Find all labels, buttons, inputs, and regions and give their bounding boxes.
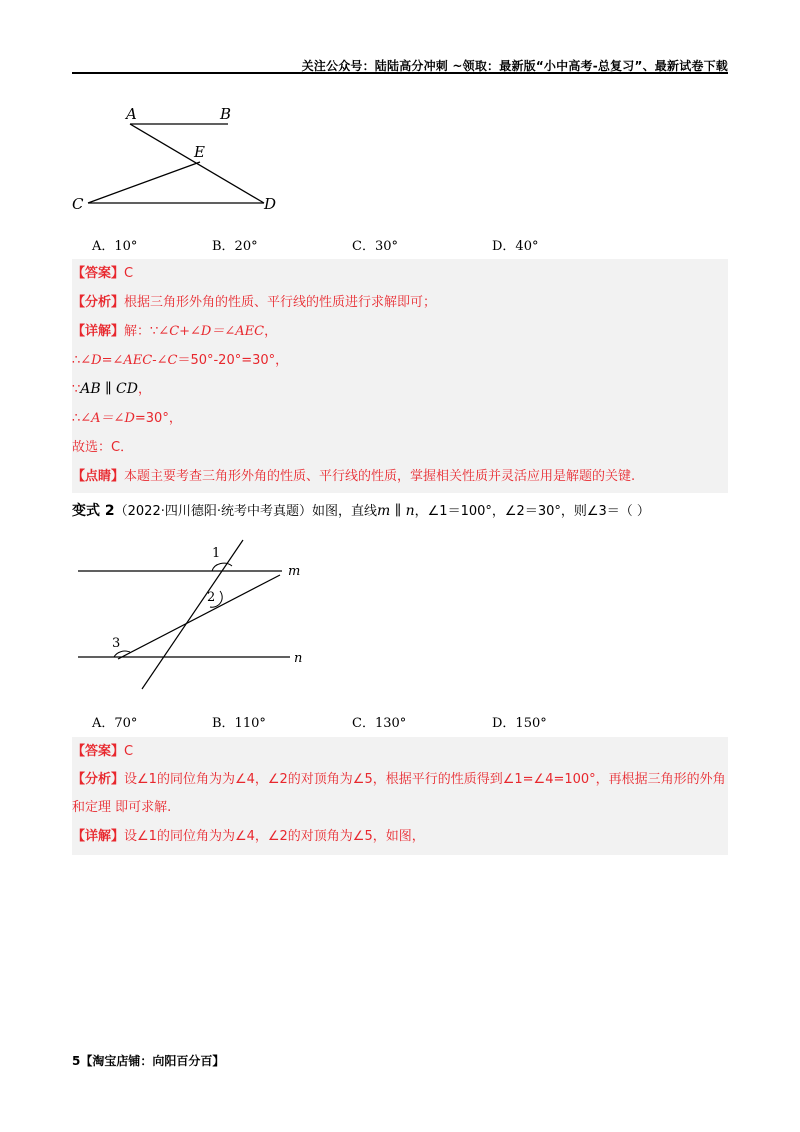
q1-option-d[interactable]: D．40° [492,239,539,254]
transversal-1 [142,540,243,689]
figure-1-geometry [60,95,300,220]
q2-label: 变式 2 [72,503,115,519]
label-angle-3: 3 [112,636,121,651]
q2-option-a[interactable]: A．70° [92,716,138,731]
label-a: A [126,105,137,123]
label-n: n [294,651,303,666]
q1-option-b[interactable]: B．20° [212,239,258,254]
q1-option-a[interactable]: A．10° [92,239,138,254]
q1-detail-line-5: 故选：C． [72,440,134,455]
segment-ce [88,162,200,203]
q2-options [92,712,692,732]
label-b: B [220,105,232,123]
label-m: m [288,564,301,579]
page-header: 关注公众号：陆陆高分冲刺 ~领取：最新版“小中高考-总复习”、最新试卷下载 [301,59,728,73]
q1-option-c[interactable]: C．30° [352,239,398,254]
angle-1-arc [212,563,232,571]
q1-solution-block [72,259,728,493]
q2-question: 变式 2（2022·四川德阳·统考中考真题）如图，直线m ∥ n，∠1＝100°，∠2＝30°，则∠3＝（ ） [72,503,650,519]
label-c: C [72,195,84,213]
q2-detail: 【详解】设∠1的同位角为为∠4，∠2的对顶角为∠5，如图， [72,829,425,844]
q2-answer: 【答案】C [72,744,134,759]
figure-2-geometry [70,535,320,695]
q2-solution-block [72,737,728,855]
label-angle-2: 2 [207,590,216,605]
q1-analysis: 【分析】根据三角形外角的性质、平行线的性质进行求解即可； [72,295,437,310]
q1-answer: 【答案】C [72,266,134,281]
q1-detail-line-2: ∴∠D=∠AEC-∠C＝50°-20°=30°， [72,353,289,368]
label-e: E [194,143,205,161]
q1-detail-line-4: ∴∠A＝∠D=30°， [72,411,182,426]
q1-options [92,235,692,255]
q2-option-c[interactable]: C．130° [352,716,407,731]
q1-detail-line-1: 【详解】解：∵∠C+∠D＝∠AEC， [72,324,278,339]
q2-analysis: 【分析】设∠1的同位角为为∠4，∠2的对顶角为∠5，根据平行的性质得到∠1=∠4=100°，再根据三角形的外角和定理 即可求解. [72,772,726,815]
page-footer: 5【淘宝店铺：向阳百分百】 [72,1054,225,1068]
label-d: D [264,195,277,213]
transversal-2 [118,575,280,659]
q2-option-d[interactable]: D．150° [492,716,547,731]
q2-option-b[interactable]: B．110° [212,716,266,731]
label-angle-1: 1 [212,546,221,561]
header-rule [72,72,728,74]
q1-detail-line-3: ∵AB ∥ CD， [72,381,151,397]
q1-comment: 【点睛】本题主要考查三角形外角的性质、平行线的性质，掌握相关性质并灵活应用是解题的关键. [72,469,636,484]
